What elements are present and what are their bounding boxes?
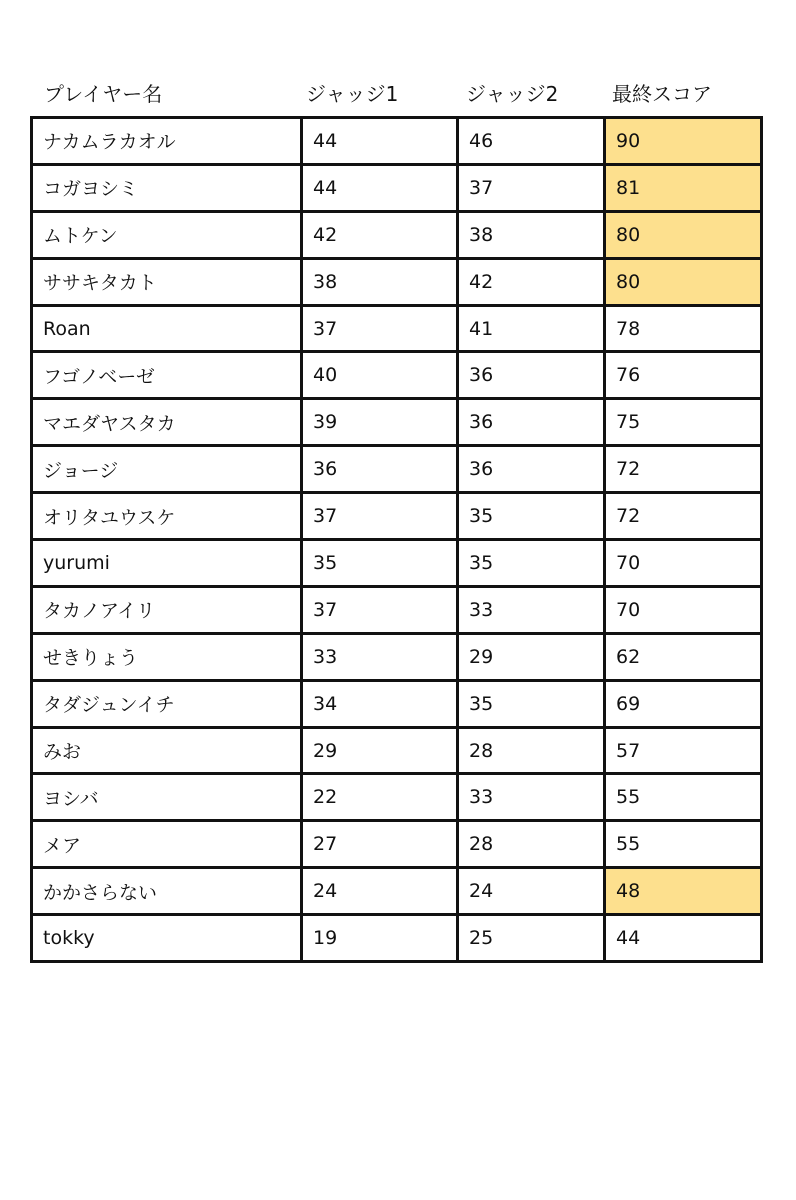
player-name-cell: かかさらない (32, 868, 302, 915)
judge2-score-cell: 42 (458, 258, 605, 305)
header-player-name: プレイヤー名 (44, 82, 163, 106)
header-final-score: 最終スコア (612, 82, 712, 106)
judge1-score-cell: 36 (302, 446, 458, 493)
header-judge-1: ジャッジ1 (306, 82, 399, 106)
player-name-cell: フゴノベーゼ (32, 352, 302, 399)
table-row (32, 399, 762, 446)
judge2-score-cell: 38 (458, 211, 605, 258)
player-name-cell: タダジュンイチ (32, 680, 302, 727)
judge1-score-cell: 19 (302, 915, 458, 962)
table-row (32, 164, 762, 211)
player-name-cell: ジョージ (32, 446, 302, 493)
judge2-score-cell: 36 (458, 352, 605, 399)
final-score-cell: 48 (605, 868, 762, 915)
table-row (32, 821, 762, 868)
final-score-cell: 72 (605, 493, 762, 540)
judge1-score-cell: 39 (302, 399, 458, 446)
judge2-score-cell: 33 (458, 774, 605, 821)
judge2-score-cell: 46 (458, 118, 605, 165)
final-score-cell: 76 (605, 352, 762, 399)
final-score-cell: 72 (605, 446, 762, 493)
judge1-score-cell: 37 (302, 493, 458, 540)
player-name-cell: オリタユウスケ (32, 493, 302, 540)
table-row (32, 446, 762, 493)
player-name-cell: ムトケン (32, 211, 302, 258)
table-row (32, 727, 762, 774)
player-name-cell: tokky (32, 915, 302, 962)
judge1-score-cell: 34 (302, 680, 458, 727)
judge1-score-cell: 29 (302, 727, 458, 774)
table-row (32, 540, 762, 587)
table-row (32, 633, 762, 680)
player-name-cell: コガヨシミ (32, 164, 302, 211)
final-score-cell: 80 (605, 258, 762, 305)
score-table-body (32, 118, 762, 962)
player-name-cell: yurumi (32, 540, 302, 587)
judge2-score-cell: 36 (458, 446, 605, 493)
table-row (32, 868, 762, 915)
final-score-cell: 62 (605, 633, 762, 680)
table-row (32, 211, 762, 258)
judge2-score-cell: 37 (458, 164, 605, 211)
player-name-cell: ナカムラカオル (32, 118, 302, 165)
player-name-cell: マエダヤスタカ (32, 399, 302, 446)
judge2-score-cell: 33 (458, 586, 605, 633)
judge1-score-cell: 33 (302, 633, 458, 680)
judge1-score-cell: 44 (302, 118, 458, 165)
judge1-score-cell: 24 (302, 868, 458, 915)
final-score-cell: 44 (605, 915, 762, 962)
player-name-cell: Roan (32, 305, 302, 352)
table-row (32, 493, 762, 540)
player-name-cell: タカノアイリ (32, 586, 302, 633)
final-score-cell: 80 (605, 211, 762, 258)
judge2-score-cell: 36 (458, 399, 605, 446)
judge2-score-cell: 28 (458, 727, 605, 774)
judge1-score-cell: 40 (302, 352, 458, 399)
final-score-cell: 70 (605, 586, 762, 633)
judge1-score-cell: 35 (302, 540, 458, 587)
player-name-cell: ササキタカト (32, 258, 302, 305)
judge2-score-cell: 25 (458, 915, 605, 962)
table-row (32, 352, 762, 399)
table-row (32, 118, 762, 165)
judge1-score-cell: 27 (302, 821, 458, 868)
final-score-cell: 90 (605, 118, 762, 165)
judge1-score-cell: 42 (302, 211, 458, 258)
table-row (32, 680, 762, 727)
table-row (32, 305, 762, 352)
table-row (32, 915, 762, 962)
final-score-cell: 55 (605, 821, 762, 868)
final-score-cell: 69 (605, 680, 762, 727)
player-name-cell: みお (32, 727, 302, 774)
table-row (32, 258, 762, 305)
player-name-cell: せきりょう (32, 633, 302, 680)
header-judge-2: ジャッジ2 (466, 82, 559, 106)
judge1-score-cell: 37 (302, 586, 458, 633)
judge2-score-cell: 35 (458, 540, 605, 587)
final-score-cell: 55 (605, 774, 762, 821)
final-score-cell: 75 (605, 399, 762, 446)
player-name-cell: メア (32, 821, 302, 868)
judge2-score-cell: 28 (458, 821, 605, 868)
judge2-score-cell: 41 (458, 305, 605, 352)
judge2-score-cell: 24 (458, 868, 605, 915)
judge2-score-cell: 29 (458, 633, 605, 680)
score-table (30, 116, 763, 963)
final-score-cell: 78 (605, 305, 762, 352)
judge1-score-cell: 22 (302, 774, 458, 821)
player-name-cell: ヨシバ (32, 774, 302, 821)
final-score-cell: 81 (605, 164, 762, 211)
judge1-score-cell: 37 (302, 305, 458, 352)
final-score-cell: 57 (605, 727, 762, 774)
final-score-cell: 70 (605, 540, 762, 587)
judge1-score-cell: 44 (302, 164, 458, 211)
table-row (32, 774, 762, 821)
judge1-score-cell: 38 (302, 258, 458, 305)
judge2-score-cell: 35 (458, 680, 605, 727)
judge2-score-cell: 35 (458, 493, 605, 540)
table-header (0, 78, 796, 110)
table-row (32, 586, 762, 633)
